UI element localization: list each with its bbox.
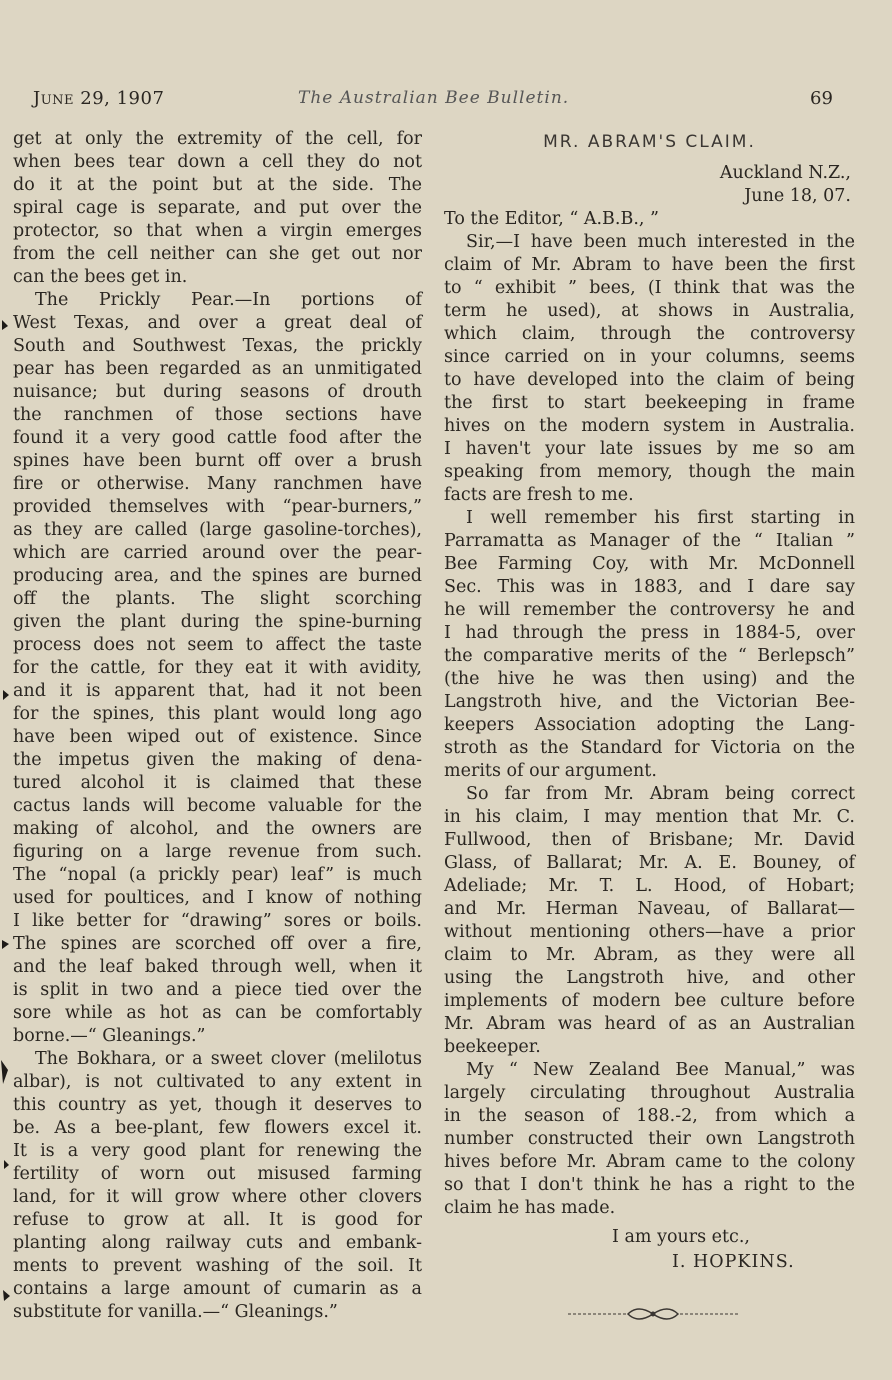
text-line: without mentioning others—have a prior (444, 922, 855, 942)
text-line: sore while as hot as can be comfortably (13, 1003, 422, 1023)
text-line: spines have been burnt off over a brush (13, 451, 422, 471)
text-line: I haven't your late issues by me so am (444, 439, 855, 459)
text-line: substitute for vanilla.—“ Gleanings.” (13, 1302, 338, 1322)
text-line: speaking from memory, though the main (444, 462, 855, 482)
text-line: The Bokhara, or a sweet clover (melilotus (35, 1049, 422, 1069)
text-line: albar), is not cultivated to any extent in (13, 1072, 422, 1092)
text-line: The Prickly Pear.—In portions of (35, 290, 422, 310)
text-line: The “nopal (a prickly pear) leaf” is much (13, 865, 422, 885)
text-line: land, for it will grow where other clovers (13, 1187, 422, 1207)
text-line: spiral cage is separate, and put over the (13, 198, 422, 218)
text-line: It is a very good plant for renewing the (13, 1141, 422, 1161)
text-line: refuse to grow at all. It is good for (13, 1210, 422, 1230)
text-line: get at only the extremity of the cell, for (13, 129, 422, 149)
text-line: Sir,—I have been much interested in the (466, 232, 855, 252)
text-line: ments to prevent washing of the soil. It (13, 1256, 422, 1276)
text-line: I like better for “drawing” sores or boils. (13, 911, 422, 931)
letter-closing: I am yours etc., (612, 1227, 750, 1247)
text-line: pear has been regarded as an unmitigated (13, 359, 422, 379)
text-line: planting along railway cuts and embank- (13, 1233, 422, 1253)
text-line: and Mr. Herman Naveau, of Ballarat— (444, 899, 855, 919)
text-line: implements of modern bee culture before (444, 991, 855, 1011)
text-line: tured alcohol it is claimed that these (13, 773, 422, 793)
right-column (444, 128, 855, 1274)
text-line: largely circulating throughout Australia (444, 1083, 855, 1103)
text-line: I had through the press in 1884-5, over (444, 623, 855, 643)
text-line: protector, so that when a virgin emerges (13, 221, 422, 241)
letter-place: Auckland N.Z., (719, 163, 851, 183)
text-line: fire or otherwise. Many ranchmen have (13, 474, 422, 494)
text-line: in his claim, I may mention that Mr. C. (444, 807, 855, 827)
text-line: To the Editor, “ A.B.B., ” (444, 209, 659, 229)
text-line: process does not seem to affect the taste (13, 635, 422, 655)
text-line: The spines are scorched off over a fire, (13, 934, 422, 954)
text-line: nuisance; but during seasons of drouth (13, 382, 422, 402)
text-line: claim of Mr. Abram to have been the first (444, 255, 855, 275)
text-line: facts are fresh to me. (444, 485, 634, 505)
text-line: My “ New Zealand Bee Manual,” was (466, 1060, 855, 1080)
page-number: 69 (810, 88, 833, 109)
text-line: off the plants. The slight scorching (13, 589, 422, 609)
text-line: Adeliade; Mr. T. L. Hood, of Hobart; (444, 876, 855, 896)
text-line: the first to start beekeeping in frame (444, 393, 855, 413)
text-line: which claim, through the controversy (444, 324, 855, 344)
text-line: I well remember his first starting in (466, 508, 855, 528)
letter-date: June 18, 07. (744, 186, 851, 206)
text-line: the impetus given the making of dena- (13, 750, 422, 770)
text-line: so that I don't think he has a right to the (444, 1175, 855, 1195)
text-line: Bee Farming Coy, with Mr. McDonnell (444, 554, 855, 574)
text-line: claim to Mr. Abram, as they were all (444, 945, 855, 965)
text-line: keepers Association adopting the Lang- (444, 715, 855, 735)
text-line: merits of our argument. (444, 761, 657, 781)
text-line: provided themselves with “pear-burners,” (13, 497, 422, 517)
text-line: beekeeper. (444, 1037, 541, 1057)
text-line: when bees tear down a cell they do not (13, 152, 422, 172)
text-line: given the plant during the spine-burning (13, 612, 422, 632)
text-line: claim he has made. (444, 1198, 616, 1218)
letter-body (444, 208, 855, 1220)
text-block (13, 128, 422, 1324)
text-line: Mr. Abram was heard of as an Australian (444, 1014, 855, 1034)
journal-title: The Australian Bee Bulletin. (298, 88, 570, 108)
text-line: from the cell neither can she get out nor (13, 244, 422, 264)
text-line: So far from Mr. Abram being correct (466, 784, 855, 804)
text-line: hives before Mr. Abram came to the colony (444, 1152, 855, 1172)
left-column (13, 128, 422, 1324)
text-line: he will remember the controversy he and (444, 600, 855, 620)
text-line: in the season of 188.-2, from which a (444, 1106, 855, 1126)
margin-marks (0, 120, 12, 1340)
text-line: contains a large amount of cumarin as a (13, 1279, 422, 1299)
text-line: hives on the modern system in Australia. (444, 416, 855, 436)
text-line: West Texas, and over a great deal of (13, 313, 422, 333)
text-line: Langstroth hive, and the Victorian Bee- (444, 692, 855, 712)
text-line: cactus lands will become valuable for the (13, 796, 422, 816)
text-block (444, 208, 855, 1220)
text-line: found it a very good cattle food after the (13, 428, 422, 448)
text-line: using the Langstroth hive, and other (444, 968, 855, 988)
text-line: stroth as the Standard for Victoria on the (444, 738, 855, 758)
article-title: MR. ABRAM'S CLAIM. (543, 132, 756, 152)
text-line: Glass, of Ballarat; Mr. A. E. Bouney, of (444, 853, 855, 873)
text-line: Fullwood, then of Brisbane; Mr. David (444, 830, 855, 850)
text-line: Parramatta as Manager of the “ Italian ” (444, 531, 855, 551)
text-line: Sec. This was in 1883, and I dare say (444, 577, 855, 597)
text-line: to “ exhibit ” bees, (I think that was the (444, 278, 855, 298)
ornament-divider (568, 1304, 738, 1324)
text-line: borne.—“ Gleanings.” (13, 1026, 206, 1046)
text-line: do it at the point but at the side. The (13, 175, 422, 195)
text-line: be. As a bee-plant, few flowers excel it. (13, 1118, 422, 1138)
text-line: have been wiped out of existence. Since (13, 727, 422, 747)
text-line: as they are called (large gasoline-torches), (13, 520, 422, 540)
text-line: and it is apparent that, had it not been (13, 681, 422, 701)
text-line: the comparative merits of the “ Berlepsch” (444, 646, 855, 666)
text-line: producing area, and the spines are burned (13, 566, 422, 586)
page-header (0, 88, 892, 118)
text-line: term he used), at shows in Australia, (444, 301, 855, 321)
text-line: this country as yet, though it deserves to (13, 1095, 422, 1115)
text-line: fertility of worn out misused farming (13, 1164, 422, 1184)
text-line: for the cattle, for they eat it with avidity, (13, 658, 422, 678)
text-line: the ranchmen of those sections have (13, 405, 422, 425)
text-line: making of alcohol, and the owners are (13, 819, 422, 839)
text-line: used for poultices, and I know of nothing (13, 888, 422, 908)
text-line: figuring on a large revenue from such. (13, 842, 422, 862)
text-line: is split in two and a piece tied over the (13, 980, 422, 1000)
issue-date: June 29, 1907 (33, 88, 165, 109)
text-line: can the bees get in. (13, 267, 188, 287)
text-line: and the leaf baked through well, when it (13, 957, 422, 977)
text-line: for the spines, this plant would long ago (13, 704, 422, 724)
text-line: South and Southwest Texas, the prickly (13, 336, 422, 356)
text-line: since carried on in your columns, seems (444, 347, 855, 367)
text-line: to have developed into the claim of being (444, 370, 855, 390)
text-line: which are carried around over the pear- (13, 543, 422, 563)
text-line: number constructed their own Langstroth (444, 1129, 855, 1149)
text-line: (the hive he was then using) and the (444, 669, 855, 689)
letter-signature: I. HOPKINS. (672, 1252, 795, 1272)
